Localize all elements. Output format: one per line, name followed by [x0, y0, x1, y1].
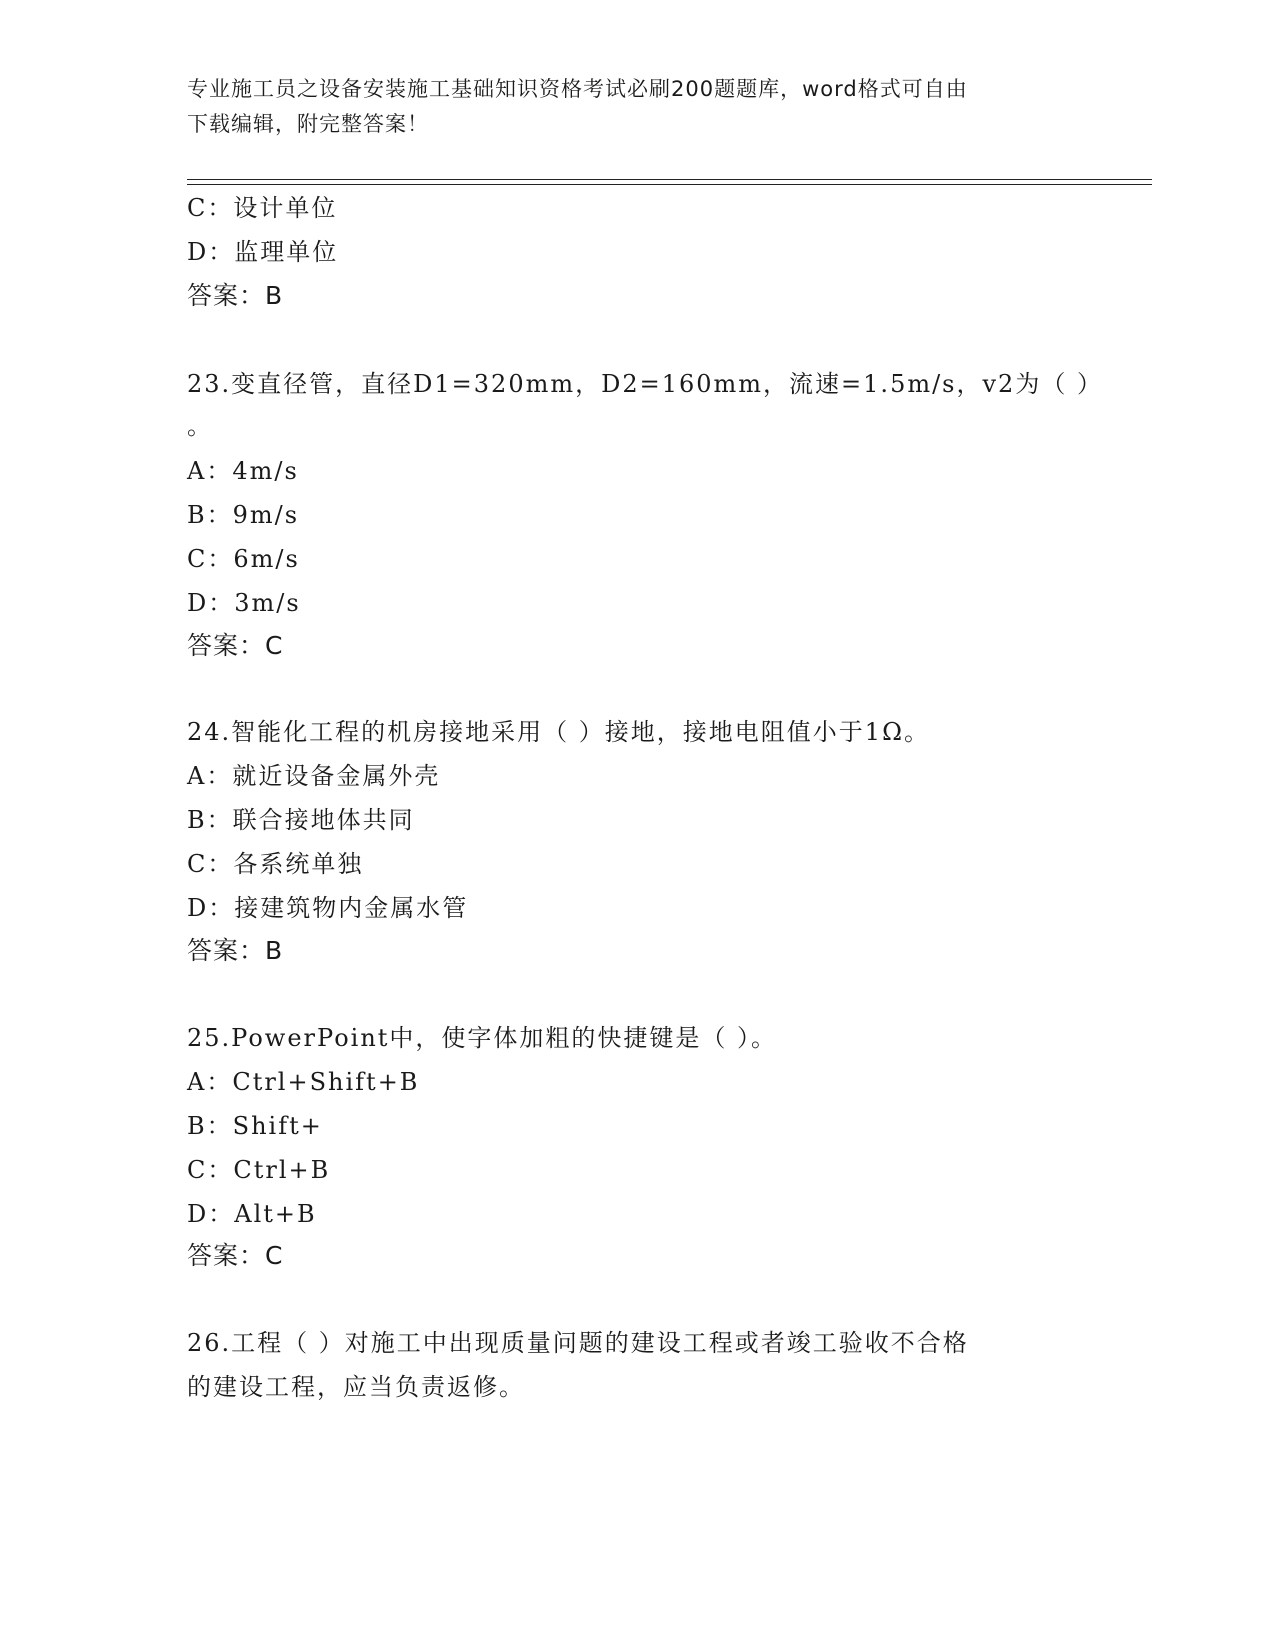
q23-option-d: D：3m/s	[187, 589, 301, 617]
q25-answer: 答案：C	[187, 1241, 284, 1270]
q22-answer: 答案：B	[187, 281, 284, 310]
q24-answer: 答案：B	[187, 936, 284, 965]
header-line-2: 下载编辑，附完整答案！	[187, 112, 429, 136]
q23-option-c: C：6m/s	[187, 545, 300, 573]
q23-answer: 答案：C	[187, 631, 284, 660]
q23-stem-line-1: 23.变直径管，直径D1=320mm，D2=160mm，流速=1.5m/s，v2为（ ）	[187, 370, 1103, 398]
q23-option-b: B：9m/s	[187, 501, 300, 529]
q24-stem: 24.智能化工程的机房接地采用（ ）接地，接地电阻值小于1Ω。	[187, 718, 930, 746]
q25-option-c: C：Ctrl+B	[187, 1156, 331, 1184]
q26-stem-line-2: 的建设工程，应当负责返修。	[187, 1373, 525, 1401]
q22-option-d: D：监理单位	[187, 238, 339, 266]
q24-option-b: B：联合接地体共同	[187, 806, 415, 834]
q26-stem-line-1: 26.工程（ ）对施工中出现质量问题的建设工程或者竣工验收不合格	[187, 1329, 969, 1357]
q25-option-d: D：Alt+B	[187, 1200, 317, 1228]
header-divider-bottom	[187, 184, 1152, 185]
q24-option-c: C：各系统单独	[187, 850, 364, 878]
q25-option-a: A：Ctrl+Shift+B	[187, 1068, 420, 1096]
q25-stem: 25.PowerPoint中，使字体加粗的快捷键是（ ）。	[187, 1024, 778, 1052]
q24-option-d: D：接建筑物内金属水管	[187, 894, 469, 922]
q25-option-b: B：Shift+	[187, 1112, 323, 1140]
q23-option-a: A：4m/s	[187, 457, 299, 485]
q24-option-a: A：就近设备金属外壳	[187, 762, 441, 790]
q23-stem-line-2: 。	[187, 412, 213, 440]
header-divider-top	[187, 179, 1152, 180]
q22-option-c: C：设计单位	[187, 194, 338, 222]
header-line-1: 专业施工员之设备安装施工基础知识资格考试必刷200题题库，word格式可自由	[187, 77, 968, 101]
document-header	[187, 72, 1067, 142]
